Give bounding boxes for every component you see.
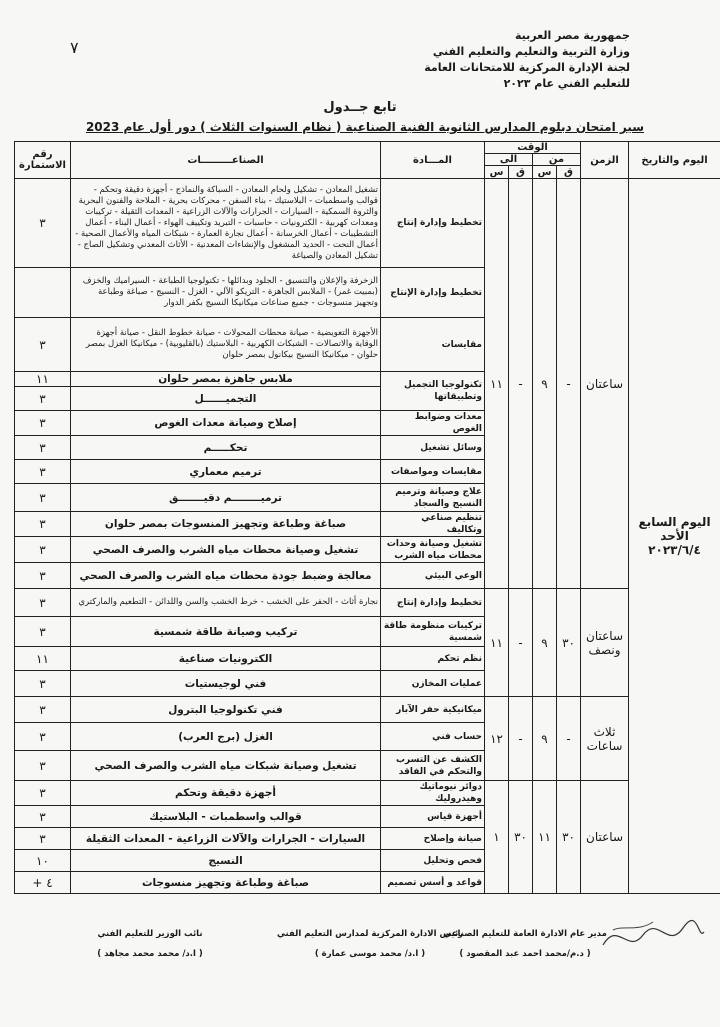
subject-cell: دوائر نيوماتيك وهيدروليك [381, 781, 485, 806]
industries-cell: تركيب وصيانة طاقة شمسية [71, 617, 381, 647]
from-s: ٩ [533, 589, 557, 697]
industries-cell: التجميــــــل [71, 387, 381, 411]
form-cell: ٣ [15, 537, 71, 563]
industries-cell: ملابس جاهزة بمصر حلوان [71, 372, 381, 387]
to-q: - [509, 697, 533, 781]
from-s: ٩ [533, 179, 557, 589]
page-number: ٧ [70, 38, 79, 57]
subject-cell: تخطيط وإدارة إنتاج [381, 589, 485, 617]
form-cell: ٤ + [15, 872, 71, 894]
col-from-q: ق [557, 166, 581, 179]
col-duration: الزمن [581, 142, 629, 179]
form-cell: ٣ [15, 806, 71, 828]
signature-name: ( ا.د/ محمد موسى عمارة ) [314, 949, 426, 959]
from-q: ٣٠ [557, 781, 581, 894]
col-industries: الصناعـــــــــات [71, 142, 381, 179]
form-cell: ٣ [15, 563, 71, 589]
signature-title: رئيس الادارة المركزية لمدارس التعليم الفني [276, 929, 464, 939]
form-cell: ٣ [15, 318, 71, 372]
from-q: - [557, 697, 581, 781]
to-q: - [509, 589, 533, 697]
signature-title: مدير عام الادارة العامة للتعليم الصناعي [443, 929, 607, 939]
industries-cell: الأجهزة التعويضية - صيانة محطات المحولات - صيانة خطوط النقل - صيانة أجهزة الوقاية والاتصالات - الشبكات الكهربية - البلاستيك (بالقليوبية) - ميكانيكا الغزل بمصر حلوان - ميكانيكا النسيج بيكانول بمصر حلوان [71, 318, 381, 372]
col-day-date: اليوم والتاريخ [629, 142, 720, 179]
col-to-q: ق [509, 166, 533, 179]
subject-cell: مقايسات ومواصفات [381, 460, 485, 484]
industries-cell: فني لوجيستيات [71, 671, 381, 697]
duration-cell: ساعتان [581, 179, 629, 589]
signature-name: ( د.م/محمد احمد عبد المقصود ) [459, 949, 591, 959]
industries-cell: إصلاح وصيانة معدات الغوص [71, 411, 381, 436]
header-line: جمهورية مصر العربية [515, 29, 630, 42]
to-q: ٣٠ [509, 781, 533, 894]
duration-cell: ساعتان ونصف [581, 589, 629, 697]
from-q: ٣٠ [557, 589, 581, 697]
from-s: ٩ [533, 697, 557, 781]
from-s: ١١ [533, 781, 557, 894]
industries-cell: تشغيل وصيانة محطات مياه الشرب والصرف الصحي [71, 537, 381, 563]
industries-cell: صباغة وطباعة وتجهيز منسوجات [71, 872, 381, 894]
day-date: ٢٠٢٣/٦/٤ [648, 543, 701, 557]
header-line: لجنة الإدارة المركزية للامتحانات العامة [424, 61, 630, 74]
form-cell: ١١ [15, 372, 71, 387]
industries-cell: الكترونيات صناعية [71, 647, 381, 671]
industries-cell: السيارات - الجرارات والآلات الزراعية - المعدات الثقيلة [71, 828, 381, 850]
form-cell: ١١ [15, 647, 71, 671]
form-cell: ٣ [15, 179, 71, 268]
header-line: للتعليم الفني عام ٢٠٢٣ [503, 77, 630, 90]
industries-cell: ترميم معماري [71, 460, 381, 484]
signature-name: ( ا.د/ محمد محمد مجاهد ) [97, 949, 203, 959]
title-continuation: تابع جــدول [323, 100, 397, 115]
signature-title: نائب الوزير للتعليم الفني [97, 929, 203, 939]
form-cell: ٣ [15, 436, 71, 460]
subject-cell: أجهزة قياس [381, 806, 485, 828]
duration-cell: ثلاث ساعات [581, 697, 629, 781]
form-cell: ٣ [15, 460, 71, 484]
form-cell: ٣ [15, 617, 71, 647]
form-cell: ١٠ [15, 850, 71, 872]
signature-block-3 [60, 924, 240, 964]
industries-cell: الغزل (برج العرب) [71, 723, 381, 751]
industries-cell: النسيج [71, 850, 381, 872]
industries-cell: فني تكنولوجيا البترول [71, 697, 381, 723]
industries-cell: ترميــــــــم دقيـــــــق [71, 484, 381, 512]
handwritten-signature-icon [598, 910, 708, 960]
subject-cell: علاج وصيانة وترميم النسيج والسجاد [381, 484, 485, 512]
industries-cell: الزخرفة والإعلان والتنسيق - الجلود وبدائلها - تكنولوجيا الطباعة - السيراميك والخزف (بمبيت غمر) - الملابس الجاهزة - التريكو الآلي - الغزل - النسيج - صباغة وطباعة وتجهيز منسوجات - جميع صناعات ميكانيكا النسيج بكفر الدوار [71, 268, 381, 318]
day-cell [629, 179, 720, 894]
industries-cell: تشغيل المعادن - تشكيل ولحام المعادن - السباكة والنماذج - أجهزة دقيقة وتحكم - قوالب واسطمبات - البلاستيك - بناء السفن - محركات بحرية - الملاحة والفنون البحرية والثروة السمكية - السيارات - الجرارات والآلات الزراعية - المعدات الثقيلة - تركيبات ومعدات كهربية - الكترونيات - حاسبات - التبريد وتكييف الهواء - أعمال البناء - أعمال التشطيبات - أعمال الخرسانة - أعمال نجارة العمارة - شبكات المياه والأعمال الصحية - أعمال النحت - الحديد المشغول والإنشاءات المعدنية - الأثاث المعدني وتشكيل الصاج - تشكيل المعادن والصياغة [71, 179, 381, 268]
col-form-no: رقم الاستمارة [15, 142, 71, 179]
form-cell: ٣ [15, 697, 71, 723]
subject-cell: عمليات المخازن [381, 671, 485, 697]
subject-cell: تكنولوجيا التجميل وتطبيقاتها [381, 372, 485, 411]
form-cell: ٣ [15, 781, 71, 806]
industries-cell: تشغيل وصيانة شبكات مياه الشرب والصرف الصحي [71, 751, 381, 781]
to-s: ١٢ [485, 697, 509, 781]
duration-cell: ساعتان [581, 781, 629, 894]
industries-cell: نجارة أثاث - الحفر على الخشب - خرط الخشب والسن واللدائن - التطعيم والماركتري [71, 589, 381, 617]
form-cell: ٣ [15, 751, 71, 781]
form-cell: ٣ [15, 411, 71, 436]
industries-cell: معالجة وضبط جودة محطات مياه الشرب والصرف الصحي [71, 563, 381, 589]
form-cell: ٣ [15, 589, 71, 617]
industries-cell: تحكـــــم [71, 436, 381, 460]
form-cell: ٣ [15, 484, 71, 512]
industries-cell: قوالب واسطمبات - البلاستيك [71, 806, 381, 828]
day-name: اليوم السابع الأحد [638, 515, 711, 543]
to-s: ١١ [485, 589, 509, 697]
subject-cell: تخطيط وإدارة الإنتاج [381, 268, 485, 318]
col-subject: المـــادة [381, 142, 485, 179]
title-main: سير امتحان دبلوم المدارس الثانوية الفنية الصناعية ( نظام السنوات الثلاث ) دور أول عام 2023 [85, 120, 645, 134]
to-s: ١١ [485, 179, 509, 589]
from-q: - [557, 179, 581, 589]
form-cell: ٣ [15, 671, 71, 697]
header-line: وزارة التربية والتعليم والتعليم الفني [432, 45, 630, 58]
col-from: من [533, 154, 581, 166]
form-cell: ٣ [15, 723, 71, 751]
form-cell: ٣ [15, 828, 71, 850]
form-cell: ٣ [15, 512, 71, 537]
subject-cell: تركيبات منظومة طاقة شمسية [381, 617, 485, 647]
to-q: - [509, 179, 533, 589]
subject-cell: الكشف عن التسرب والتحكم في الفاقد [381, 751, 485, 781]
col-to-s: س [485, 166, 509, 179]
col-from-s: س [533, 166, 557, 179]
subject-cell: ميكانيكية حفر الآبار [381, 697, 485, 723]
form-cell: ٣ [15, 387, 71, 411]
subject-cell: وسائل تشغيل [381, 436, 485, 460]
subject-cell: صيانة وإصلاح [381, 828, 485, 850]
subject-cell: نظم تحكم [381, 647, 485, 671]
industries-cell: صباغة وطباعة وتجهيز المنسوجات بمصر حلوان [71, 512, 381, 537]
subject-cell: حساب فني [381, 723, 485, 751]
col-to: الى [485, 154, 533, 166]
form-cell [15, 268, 71, 318]
subject-cell: مقايسات [381, 318, 485, 372]
subject-cell: قواعد و أسس تصميم [381, 872, 485, 894]
signature-block-2 [270, 924, 470, 964]
col-time: الوقت [485, 142, 581, 154]
exam-schedule-table [14, 141, 720, 894]
industries-cell: أجهزة دقيقة وتحكم [71, 781, 381, 806]
subject-cell: فحص وتحليل [381, 850, 485, 872]
subject-cell: تشغيل وصيانة وحدات محطات مياه الشرب [381, 537, 485, 563]
subject-cell: تخطيط وإدارة إنتاج [381, 179, 485, 268]
subject-cell: معدات وضوابط الغوص [381, 411, 485, 436]
to-s: ١ [485, 781, 509, 894]
subject-cell: تنظيم صناعي وتكاليف [381, 512, 485, 537]
subject-cell: الوعي البيئي [381, 563, 485, 589]
ministry-header [370, 28, 630, 92]
